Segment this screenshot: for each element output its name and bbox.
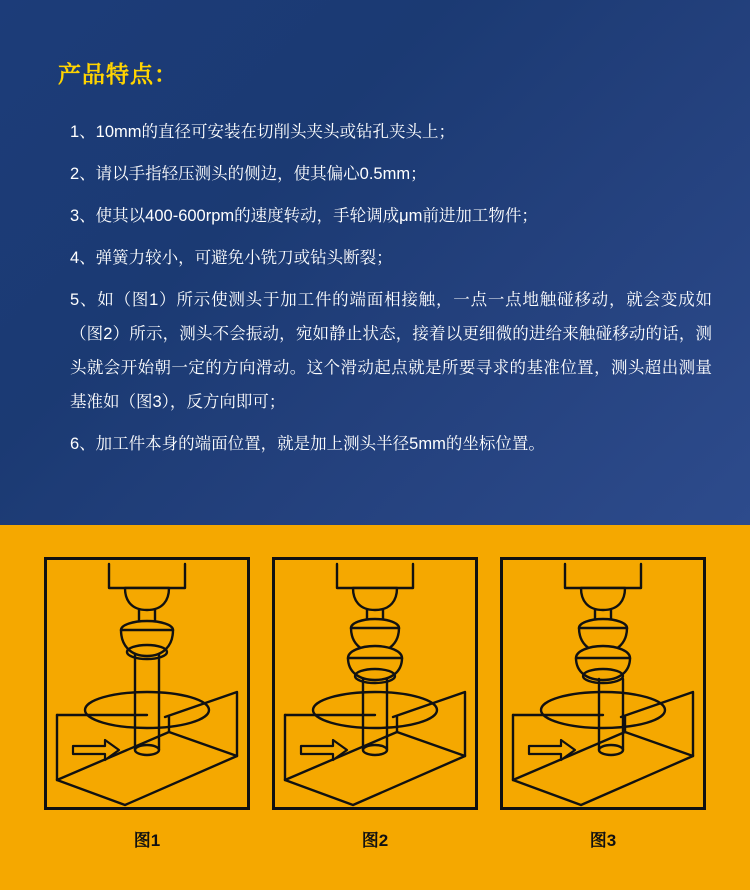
diagram-panel: [0, 525, 750, 890]
figure-caption: 图1: [133, 831, 161, 850]
list-item: 3、使其以400-600rpm的速度转动，手轮调成μm前进加工物件；: [70, 207, 538, 225]
figure-frame-2: [272, 557, 478, 810]
list-item: 5、如（图1）所示使测头于加工件的端面相接触，一点一点地触碰移动，就会变成如（图2）所示，测头不会振动，宛如静止状态，接着以更细微的进给来触碰移动的话，测头就会开始朝一定的方向滑动。这个滑动起点就是所要寻求的基准位置，测头超出测量基准如（图3），反方向即可；: [70, 291, 712, 411]
edge-finder-diagram-3: [503, 560, 703, 807]
figure-block-1: [44, 557, 250, 851]
edge-finder-diagram-1: [47, 560, 247, 807]
edge-finder-diagram-2: [275, 560, 475, 807]
figure-caption: 图3: [589, 831, 617, 850]
list-item: 2、请以手指轻压测头的侧边，使其偏心0.5mm；: [70, 165, 427, 183]
figure-block-2: [272, 557, 478, 851]
figure-frame-3: [500, 557, 706, 810]
list-item: 4、弹簧力较小，可避免小铣刀或钻头断裂；: [70, 249, 393, 267]
list-item: 1、10mm的直径可安装在切削头夹头或钻孔夹头上；: [70, 123, 456, 141]
figure-frame-1: [44, 557, 250, 810]
list-item: 6、加工件本身的端面位置，就是加上测头半径5mm的坐标位置。: [70, 435, 545, 453]
feature-list: [56, 115, 712, 461]
figure-caption: 图2: [361, 831, 389, 850]
figure-row: [0, 525, 750, 890]
figure-block-3: [500, 557, 706, 851]
page-title: 产品特点：: [58, 61, 178, 87]
